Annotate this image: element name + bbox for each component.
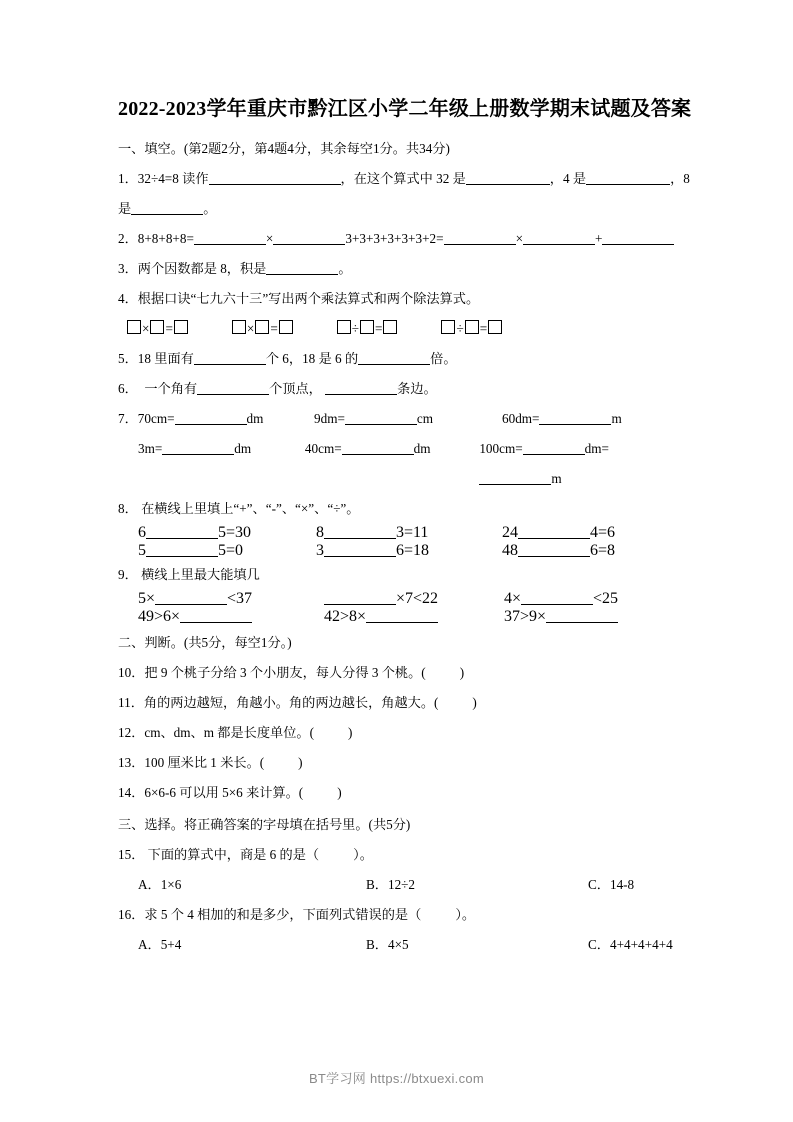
inequality-left: 5× bbox=[138, 590, 156, 607]
judgment-12-number: 12． bbox=[118, 725, 145, 740]
page-title: 2022-2023学年重庆市黔江区小学二年级上册数学期末试题及答案 bbox=[118, 98, 692, 120]
choice-16-stem: 求 5 个 4 相加的和是多少，下面列式错误的是（ bbox=[144, 907, 422, 922]
equals-symbol: = bbox=[270, 321, 278, 336]
question-5-text-3: 倍。 bbox=[430, 351, 457, 366]
judgment-13-number: 13． bbox=[118, 755, 145, 770]
judgment-11-number: 11． bbox=[118, 695, 144, 710]
question-3-text-1: 两个因数都是 8，积是 bbox=[137, 261, 267, 276]
section-heading-true-false: 二、判断。(共5分，每空1分。) bbox=[118, 635, 292, 650]
question-2-blank-5[interactable] bbox=[602, 231, 674, 245]
question-9-line-2 bbox=[118, 608, 678, 626]
operand-left: 8 bbox=[316, 524, 324, 541]
conversion-unit: m bbox=[611, 411, 622, 426]
question-3-blank-1[interactable] bbox=[266, 261, 338, 275]
answer-box[interactable] bbox=[279, 320, 293, 334]
choice-16-answer-slot[interactable] bbox=[421, 908, 455, 921]
question-8-item-6 bbox=[502, 542, 615, 560]
question-8-blank-1[interactable] bbox=[146, 525, 218, 539]
question-5-text-1: 18 里面有 bbox=[137, 351, 194, 366]
inequality-right: <37 bbox=[227, 590, 253, 607]
judgment-10-answer-slot[interactable] bbox=[426, 666, 460, 679]
operator-symbol: ÷ bbox=[351, 321, 359, 336]
operator-symbol: × bbox=[246, 321, 255, 336]
question-9-blank-2[interactable] bbox=[324, 591, 396, 605]
judgment-10-close-paren: ) bbox=[459, 665, 465, 680]
choice-16-option-b[interactable]: B．4×5 bbox=[366, 937, 409, 952]
question-1-blank-1[interactable] bbox=[209, 171, 341, 185]
question-7-blank-1[interactable] bbox=[175, 411, 247, 425]
question-6-text-2: 个顶点， bbox=[269, 381, 322, 396]
question-8-blank-3[interactable] bbox=[518, 525, 590, 539]
operand-left: 24 bbox=[502, 524, 518, 541]
judgment-14 bbox=[118, 778, 678, 808]
question-1-text-6: 。 bbox=[203, 201, 217, 216]
question-7-item-6 bbox=[479, 434, 678, 494]
choice-15-number: 15． bbox=[118, 847, 145, 862]
question-5-text-2: 个 6，18 是 6 的 bbox=[265, 351, 359, 366]
question-5-number: 5． bbox=[118, 351, 138, 366]
choice-16-option-c[interactable]: C．4+4+4+4+4 bbox=[588, 937, 673, 952]
question-2-op-1: × bbox=[265, 231, 274, 246]
question-2-op-2: × bbox=[515, 231, 523, 246]
question-2-blank-1[interactable] bbox=[194, 231, 266, 245]
conversion-left: 70cm= bbox=[137, 411, 175, 426]
question-8-line-1 bbox=[118, 524, 678, 542]
operand-right: 5=30 bbox=[218, 524, 252, 541]
question-8-item-5 bbox=[316, 542, 502, 560]
question-6-blank-2[interactable] bbox=[325, 381, 397, 395]
judgment-13 bbox=[118, 748, 678, 778]
question-1-text-4: ，8 bbox=[670, 171, 690, 186]
question-1-text-1: 32÷4=8 读作 bbox=[137, 171, 209, 186]
judgment-12-text: cm、dm、m 都是长度单位。( bbox=[144, 725, 314, 740]
judgment-12-close-paren: ) bbox=[347, 725, 353, 740]
question-7-blank-2[interactable] bbox=[345, 411, 417, 425]
question-2-op-3: + bbox=[595, 231, 603, 246]
question-4-equation-row bbox=[118, 314, 678, 344]
inequality-left: 37>9× bbox=[504, 608, 547, 625]
question-9-blank-1[interactable] bbox=[155, 591, 227, 605]
question-2-number: 2． bbox=[118, 231, 138, 246]
equals-symbol: = bbox=[375, 321, 383, 336]
question-7-item-1 bbox=[118, 404, 314, 434]
judgment-10-text: 把 9 个桃子分给 3 个小朋友，每人分得 3 个桃。( bbox=[144, 665, 426, 680]
question-7-item-2 bbox=[314, 404, 502, 434]
judgment-13-text: 100 厘米比 1 米长。( bbox=[144, 755, 265, 770]
answer-box[interactable] bbox=[150, 320, 164, 334]
judgment-10-number: 10． bbox=[118, 665, 145, 680]
question-1-text-5: 是 bbox=[118, 201, 132, 216]
question-2-blank-4[interactable] bbox=[523, 231, 595, 245]
question-1-blank-3[interactable] bbox=[586, 171, 670, 185]
operand-right: 3=11 bbox=[396, 524, 429, 541]
conversion-unit: m bbox=[551, 471, 562, 486]
conversion-left: 60dm= bbox=[502, 411, 540, 426]
footer-watermark: BT学习网 https://btxuexi.com bbox=[308, 1071, 485, 1086]
question-1 bbox=[118, 164, 690, 224]
judgment-14-answer-slot[interactable] bbox=[303, 786, 337, 799]
answer-box[interactable] bbox=[174, 320, 188, 334]
conversion-left: 9dm= bbox=[314, 411, 345, 426]
question-7-item-3 bbox=[502, 404, 622, 434]
question-7-item-4 bbox=[138, 434, 305, 494]
choice-15-answer-slot[interactable] bbox=[319, 848, 353, 861]
question-9-text: 横线上里最大能填几 bbox=[141, 567, 260, 582]
answer-box[interactable] bbox=[465, 320, 479, 334]
question-9-blank-6[interactable] bbox=[546, 609, 618, 623]
question-5 bbox=[118, 344, 678, 374]
question-7-blank-6[interactable] bbox=[523, 441, 585, 455]
inequality-left: 42>8× bbox=[324, 608, 367, 625]
section-heading-multiple-choice: 三、选择。将正确答案的字母填在括号里。(共5分) bbox=[118, 817, 411, 832]
judgment-14-number: 14． bbox=[118, 785, 145, 800]
choice-15-stem: 下面的算式中，商是 6 的是（ bbox=[147, 847, 320, 862]
choice-15-option-b[interactable]: B．12÷2 bbox=[366, 877, 416, 892]
question-9-line-1 bbox=[118, 590, 678, 608]
inequality-right: ×7<22 bbox=[396, 590, 439, 607]
question-9-blank-3[interactable] bbox=[521, 591, 593, 605]
question-5-blank-2[interactable] bbox=[358, 351, 430, 365]
question-6-text-1: 一个角有 bbox=[144, 381, 198, 396]
inequality-left: 49>6× bbox=[138, 608, 181, 625]
judgment-11-text: 角的两边越短，角越小。角的两边越长，角越大。( bbox=[143, 695, 439, 710]
question-7-blank-3[interactable] bbox=[539, 411, 611, 425]
inequality-left: 4× bbox=[504, 590, 522, 607]
question-7-number: 7． bbox=[118, 411, 138, 426]
choice-16 bbox=[118, 900, 678, 930]
answer-box[interactable] bbox=[127, 320, 141, 334]
judgment-12 bbox=[118, 718, 678, 748]
operator-symbol: ÷ bbox=[456, 321, 464, 336]
choice-15-option-a[interactable]: A．1×6 bbox=[138, 877, 182, 892]
judgment-14-text: 6×6-6 可以用 5×6 来计算。( bbox=[144, 785, 304, 800]
question-9-item-3 bbox=[504, 590, 618, 608]
question-9-item-4 bbox=[138, 608, 324, 626]
judgment-13-close-paren: ) bbox=[298, 755, 304, 770]
question-8-text: 在横线上里填上“+”、“-”、“×”、“÷”。 bbox=[141, 501, 360, 516]
equals-symbol: = bbox=[479, 321, 488, 336]
answer-box[interactable] bbox=[441, 320, 455, 334]
operand-left: 48 bbox=[502, 542, 518, 559]
question-9 bbox=[118, 560, 678, 590]
document-body bbox=[118, 92, 692, 960]
question-3 bbox=[118, 254, 678, 284]
question-9-item-6 bbox=[504, 608, 618, 626]
question-4-equation-1[interactable] bbox=[126, 314, 189, 344]
question-8-item-3 bbox=[502, 524, 615, 542]
conversion-unit: dm bbox=[246, 411, 264, 426]
operator-symbol: × bbox=[142, 321, 150, 336]
operand-left: 3 bbox=[316, 542, 324, 559]
answer-box[interactable] bbox=[255, 320, 269, 334]
question-4-equation-2[interactable] bbox=[231, 314, 294, 344]
operand-right: 5=0 bbox=[218, 542, 244, 559]
choice-16-number: 16． bbox=[118, 907, 145, 922]
judgment-11-close-paren: ) bbox=[472, 695, 478, 710]
question-3-number: 3． bbox=[118, 261, 138, 276]
answer-box[interactable] bbox=[383, 320, 397, 334]
question-2-blank-3[interactable] bbox=[444, 231, 516, 245]
question-1-number: 1． bbox=[118, 171, 138, 186]
judgment-13-answer-slot[interactable] bbox=[264, 756, 298, 769]
question-8-item-2 bbox=[316, 524, 502, 542]
question-2-text-2: 3+3+3+3+3+3+2= bbox=[345, 231, 444, 246]
question-8-blank-2[interactable] bbox=[324, 525, 396, 539]
question-1-text-2: ，在这个算式中 32 是 bbox=[340, 171, 466, 186]
question-9-item-1 bbox=[138, 590, 324, 608]
question-8-item-1 bbox=[138, 524, 316, 542]
question-8 bbox=[118, 494, 678, 524]
question-8-line-2 bbox=[118, 542, 678, 560]
answer-box[interactable] bbox=[337, 320, 351, 334]
operand-right: 4=6 bbox=[590, 524, 616, 541]
section-heading-fill-blank: 一、填空。(第2题2分，第4题4分，其余每空1分。共34分) bbox=[118, 141, 450, 156]
question-6 bbox=[118, 374, 678, 404]
choice-16-stem-end: ）。 bbox=[455, 907, 476, 922]
operand-right: 6=18 bbox=[396, 542, 430, 559]
question-8-blank-4[interactable] bbox=[146, 543, 218, 557]
question-4-number: 4． bbox=[118, 291, 138, 306]
question-7 bbox=[118, 404, 678, 494]
judgment-10 bbox=[118, 658, 678, 688]
conversion-left: 40cm= bbox=[304, 441, 342, 456]
choice-15-stem-end: ）。 bbox=[353, 847, 373, 862]
question-4 bbox=[118, 284, 678, 314]
question-9-item-2 bbox=[324, 590, 504, 608]
question-7-item-5 bbox=[305, 434, 479, 494]
conversion-mid: dm= bbox=[584, 441, 609, 456]
question-8-blank-6[interactable] bbox=[518, 543, 590, 557]
question-2-blank-2[interactable] bbox=[273, 231, 345, 245]
choice-15-options bbox=[118, 870, 678, 900]
conversion-left: 3m= bbox=[138, 441, 163, 456]
choice-16-option-a[interactable]: A．5+4 bbox=[138, 937, 182, 952]
question-8-number: 8． bbox=[118, 501, 138, 516]
question-4-equation-4[interactable] bbox=[440, 314, 503, 344]
conversion-unit: dm bbox=[234, 441, 252, 456]
question-7-line-2 bbox=[118, 434, 678, 494]
question-9-blank-5[interactable] bbox=[366, 609, 438, 623]
question-6-text-3: 条边。 bbox=[397, 381, 437, 396]
question-6-number: 6． bbox=[118, 381, 138, 396]
conversion-unit: dm bbox=[413, 441, 431, 456]
conversion-left: 100cm= bbox=[479, 441, 523, 456]
question-5-blank-1[interactable] bbox=[194, 351, 266, 365]
question-1-blank-2[interactable] bbox=[466, 171, 550, 185]
operand-right: 6=8 bbox=[590, 542, 616, 559]
question-7-line-1 bbox=[118, 404, 678, 434]
question-8-blank-5[interactable] bbox=[324, 543, 396, 557]
answer-box[interactable] bbox=[232, 320, 246, 334]
judgment-14-close-paren: ) bbox=[337, 785, 343, 800]
question-2 bbox=[118, 224, 678, 254]
question-4-equation-3[interactable] bbox=[336, 314, 399, 344]
question-7-blank-7[interactable] bbox=[479, 471, 551, 485]
question-1-text-3: ，4 是 bbox=[549, 171, 587, 186]
question-1-blank-4[interactable] bbox=[131, 201, 203, 215]
question-6-blank-1[interactable] bbox=[197, 381, 269, 395]
equals-symbol: = bbox=[165, 321, 173, 336]
answer-box[interactable] bbox=[360, 320, 374, 334]
question-9-blank-4[interactable] bbox=[180, 609, 252, 623]
question-7-blank-4[interactable] bbox=[162, 441, 234, 455]
judgment-11 bbox=[118, 688, 678, 718]
judgment-12-answer-slot[interactable] bbox=[314, 726, 348, 739]
inequality-right: <25 bbox=[593, 590, 619, 607]
operand-left: 6 bbox=[138, 524, 146, 541]
question-2-text-1: 8+8+8+8= bbox=[137, 231, 194, 246]
choice-16-options bbox=[118, 930, 678, 960]
question-4-text: 根据口诀“七九六十三”写出两个乘法算式和两个除法算式。 bbox=[137, 291, 480, 306]
conversion-unit: cm bbox=[416, 411, 434, 426]
operand-left: 5 bbox=[138, 542, 146, 559]
question-3-text-2: 。 bbox=[338, 261, 352, 276]
choice-15-option-c[interactable]: C．14-8 bbox=[588, 877, 635, 892]
answer-box[interactable] bbox=[488, 320, 502, 334]
question-8-item-4 bbox=[138, 542, 316, 560]
judgment-11-answer-slot[interactable] bbox=[438, 696, 472, 709]
choice-15 bbox=[118, 840, 678, 870]
question-9-number: 9． bbox=[118, 567, 138, 582]
question-7-blank-5[interactable] bbox=[342, 441, 414, 455]
question-9-item-5 bbox=[324, 608, 504, 626]
